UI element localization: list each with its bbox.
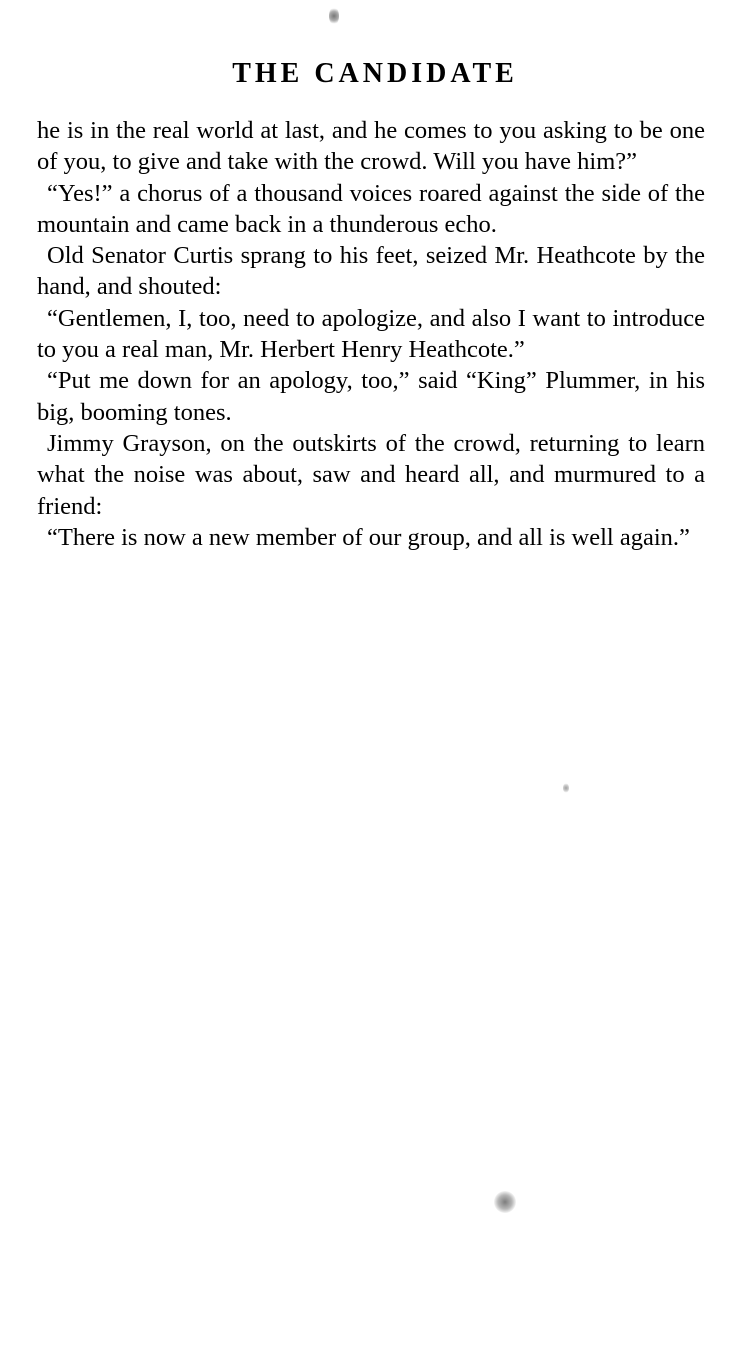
page-body <box>37 115 705 553</box>
paragraph: he is in the real world at last, and he comes to you asking to be one of you, to give and take with the crowd. Will you have him?” <box>37 117 705 176</box>
paragraph: “Yes!” a chorus of a thousand voices roared against the side of the mountain and came back in a thunderous echo. <box>37 179 705 238</box>
paragraph: Jimmy Grayson, on the outskirts of the crowd, returning to learn what the noise was about, saw and heard all, and murmured to a friend: <box>37 429 705 520</box>
paragraph: “There is now a new member of our group, and all is well again.” <box>47 523 690 551</box>
running-head: THE CANDIDATE <box>232 58 518 89</box>
paragraph: Old Senator Curtis sprang to his feet, seized Mr. Heathcote by the hand, and shouted: <box>37 242 705 301</box>
paragraph: “Gentlemen, I, too, need to apologize, and also I want to introduce to you a real man, Mr. Herbert Henry Heathcote.” <box>37 304 705 364</box>
paragraph: “Put me down for an apology, too,” said “King” Plummer, in his big, booming tones. <box>37 367 705 426</box>
print-speck <box>494 1191 516 1213</box>
print-speck <box>563 783 569 793</box>
print-speck <box>329 7 339 25</box>
